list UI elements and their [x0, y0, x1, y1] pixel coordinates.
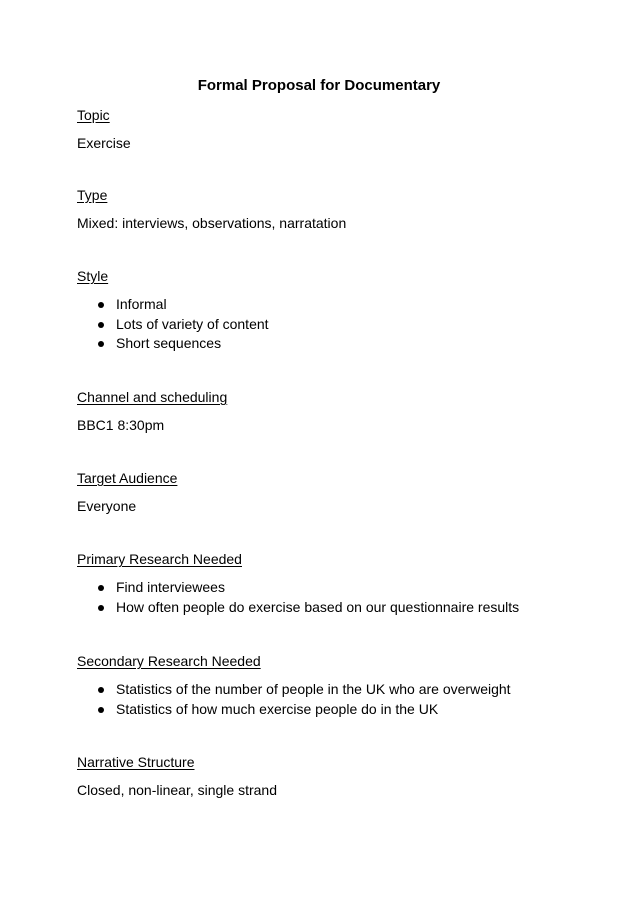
section-primary-research: [77, 550, 577, 617]
bullet-icon: [98, 585, 104, 591]
bullet-icon: [98, 322, 104, 328]
section-text-type: Mixed: interviews, observations, narratation: [77, 215, 347, 231]
section-heading-topic: Topic: [77, 107, 110, 123]
document-title: Formal Proposal for Documentary: [197, 77, 441, 94]
style-bullet-list: [77, 295, 577, 354]
section-audience: [77, 469, 577, 515]
section-type: [77, 186, 577, 232]
section-heading-channel: Channel and scheduling: [77, 389, 228, 405]
section-text-audience: Everyone: [77, 498, 137, 514]
section-secondary-research: [77, 652, 577, 719]
section-text-narrative: Closed, non-linear, single strand: [77, 782, 278, 798]
primary-research-bullet-list: [77, 578, 577, 617]
bullet-icon: [98, 302, 104, 308]
bullet-icon: [98, 605, 104, 611]
bullet-icon: [98, 687, 104, 693]
list-item: Statistics of the number of people in the UK who are overweight: [77, 680, 577, 700]
list-item: Lots of variety of content: [77, 315, 577, 335]
section-text-topic: Exercise: [77, 135, 131, 151]
bullet-icon: [98, 341, 104, 347]
list-item: Statistics of how much exercise people do in the UK: [77, 700, 577, 720]
section-heading-narrative: Narrative Structure: [77, 754, 195, 770]
list-item: Find interviewees: [77, 578, 577, 598]
list-item: Short sequences: [77, 334, 577, 354]
section-heading-style: Style: [77, 268, 109, 284]
section-heading-primary-research: Primary Research Needed: [77, 551, 242, 567]
secondary-research-bullet-list: [77, 680, 577, 719]
section-heading-secondary-research: Secondary Research Needed: [77, 653, 261, 669]
bullet-icon: [98, 707, 104, 713]
section-heading-audience: Target Audience: [77, 470, 178, 486]
section-topic: [77, 106, 577, 152]
section-text-channel: BBC1 8:30pm: [77, 417, 165, 433]
list-item: Informal: [77, 295, 577, 315]
section-narrative: [77, 753, 577, 799]
section-heading-type: Type: [77, 187, 108, 203]
section-style: [77, 267, 577, 354]
list-item: How often people do exercise based on our questionnaire results: [77, 598, 577, 618]
section-channel: [77, 388, 577, 434]
